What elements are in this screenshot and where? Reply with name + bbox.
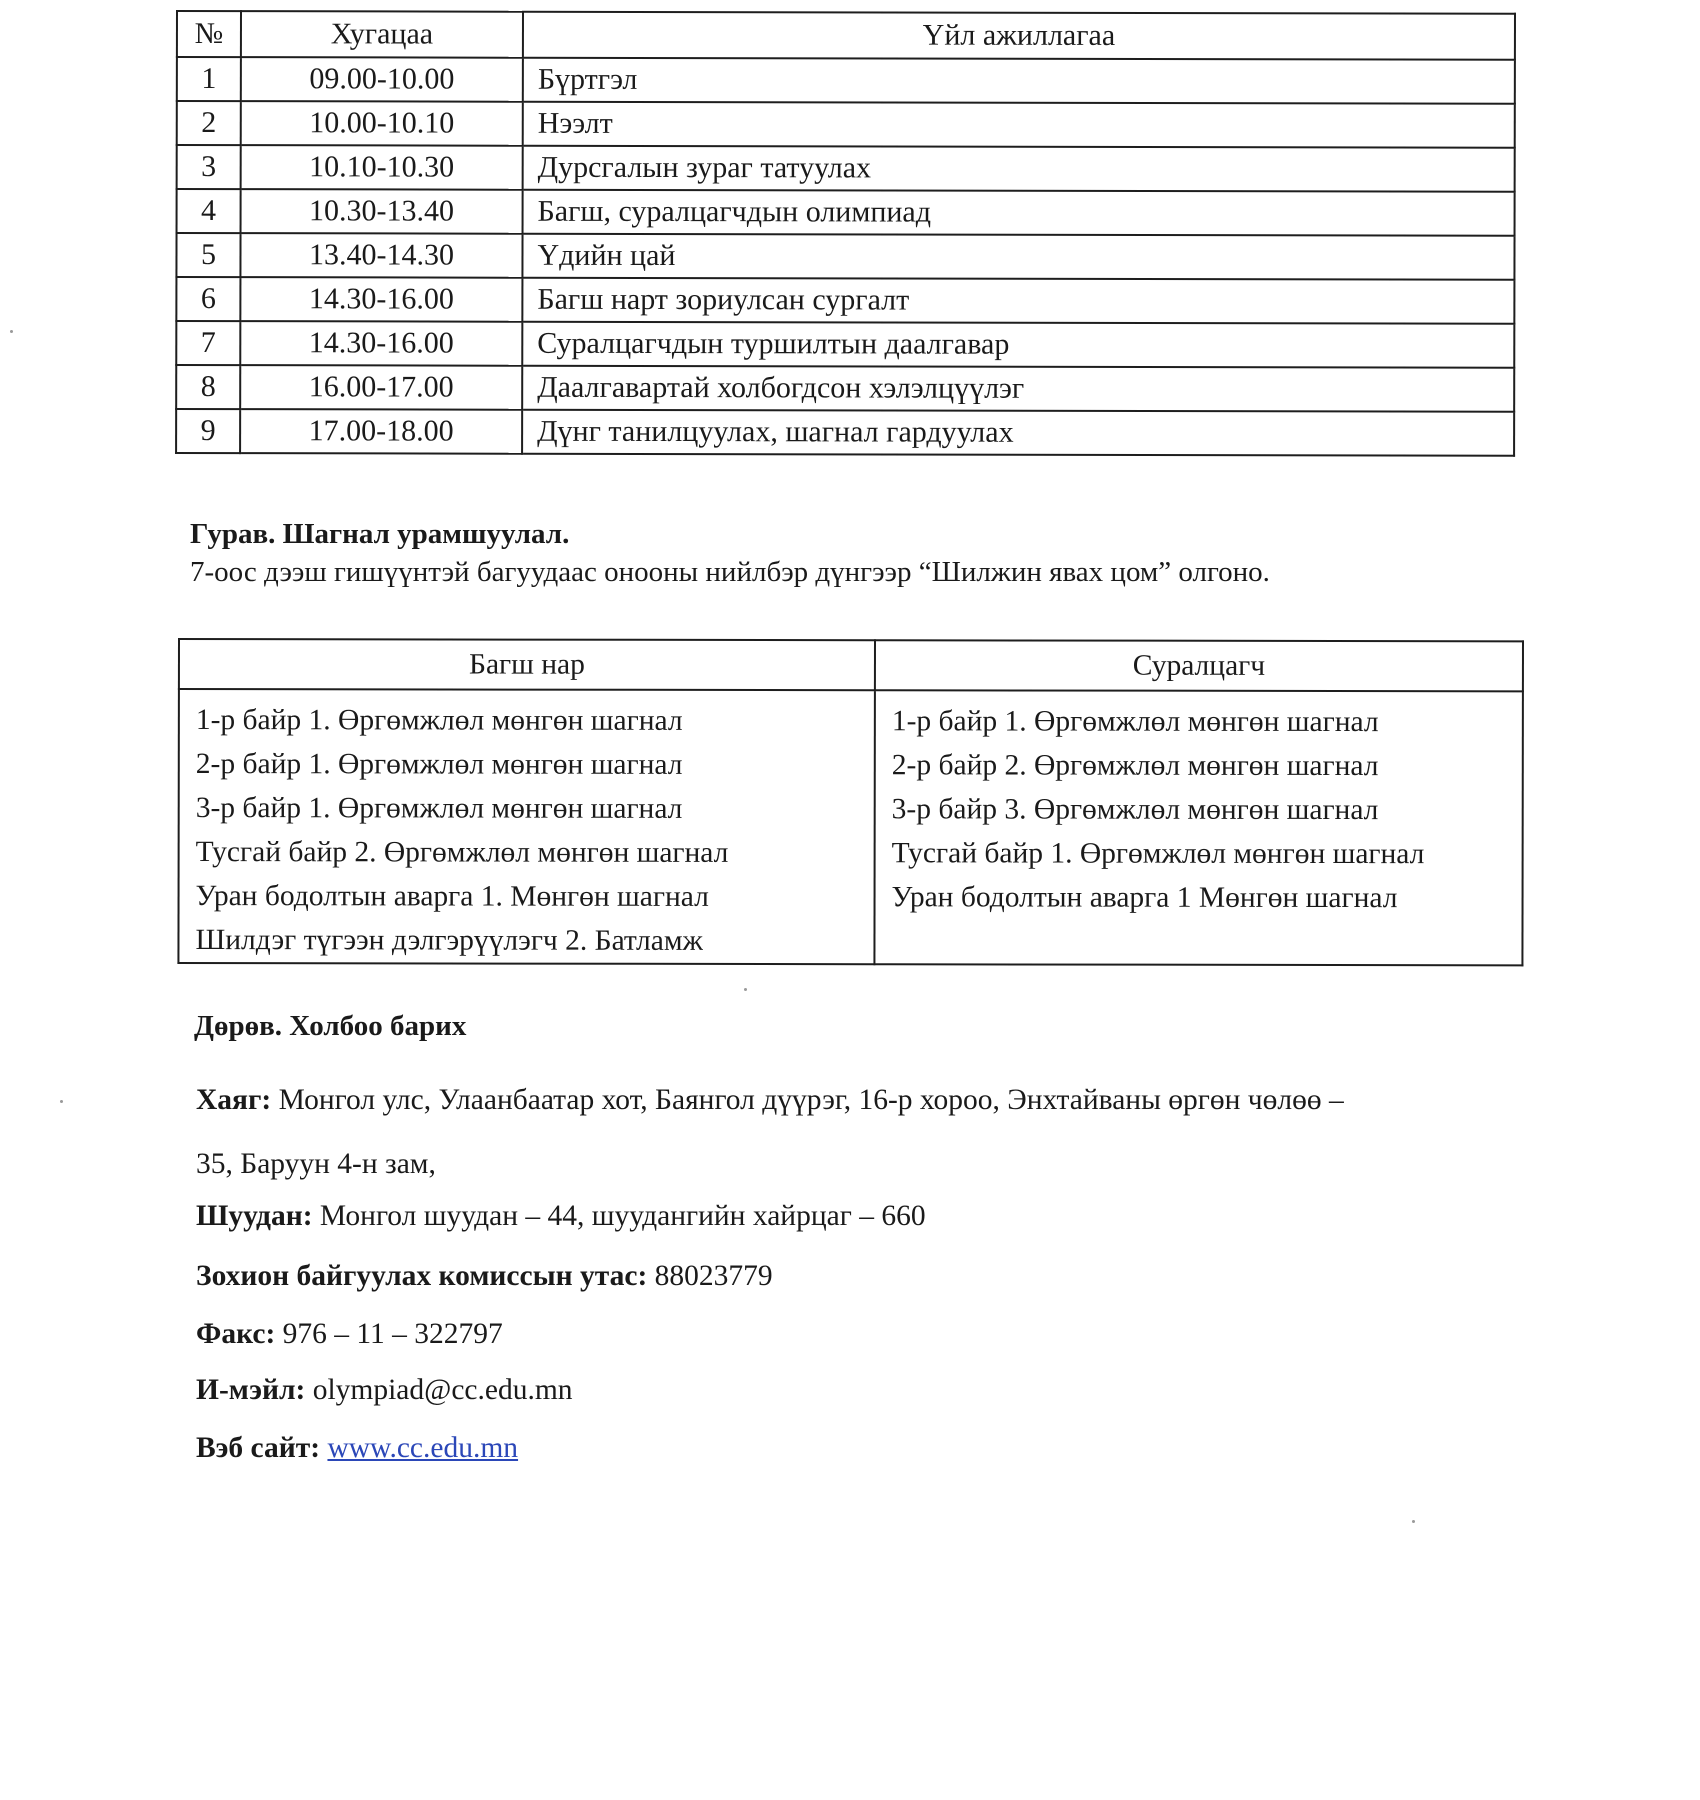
website-line	[196, 1432, 518, 1465]
award-item: Тусгай байр 2. Өргөмжлөл мөнгөн шагнал	[195, 836, 729, 869]
schedule-cell-activity: Дурсгалын зураг татуулах	[523, 146, 1515, 192]
teachers-award-list	[179, 690, 873, 963]
award-item: 1-р байр 1. Өргөмжлөл мөнгөн шагнал	[195, 704, 683, 737]
fax-label: Факс:	[196, 1318, 276, 1350]
mail-value: Монгол шуудан – 44, шуудангийн хайрцаг – 660	[312, 1200, 926, 1232]
schedule-cell-activity: Даалгавартай холбогдсон хэлэлцүүлэг	[522, 366, 1514, 412]
address-value-2: 35, Баруун 4-н зам,	[196, 1148, 436, 1180]
schedule-row	[176, 409, 1514, 456]
award-item: Уран бодолтын аварга 1. Мөнгөн шагнал	[195, 880, 709, 913]
scan-speck	[60, 1100, 63, 1103]
schedule-cell-activity: Багш, суралцагчдын олимпиад	[523, 190, 1515, 236]
schedule-body	[176, 57, 1515, 456]
award-item: 1-р байр 1. Өргөмжлөл мөнгөн шагнал	[891, 705, 1379, 739]
schedule-row	[177, 189, 1515, 236]
award-item: 2-р байр 2. Өргөмжлөл мөнгөн шагнал	[891, 749, 1379, 783]
schedule-cell-no: 7	[176, 321, 240, 365]
schedule-row	[176, 277, 1514, 324]
section-awards-heading: Гурав. Шагнал урамшуулал.	[190, 518, 570, 550]
email-line	[196, 1374, 573, 1407]
schedule-cell-activity: Нээлт	[523, 102, 1515, 148]
schedule-cell-no: 1	[177, 57, 241, 101]
scan-speck	[10, 330, 13, 333]
schedule-cell-no: 5	[176, 233, 240, 277]
address-value-1: Монгол улс, Улаанбаатар хот, Баянгол дүүрэг, 16-р хороо, Энхтайваны өргөн чөлөө –	[271, 1084, 1344, 1116]
schedule-cell-no: 2	[177, 101, 241, 145]
website-link[interactable]: www.cc.edu.mn	[327, 1432, 519, 1464]
award-item: Уран бодолтын аварга 1 Мөнгөн шагнал	[891, 881, 1398, 915]
schedule-cell-time: 10.10-10.30	[241, 145, 523, 190]
students-award-list	[876, 691, 1522, 920]
students-cell	[874, 690, 1522, 965]
email-label: И-мэйл:	[196, 1374, 306, 1406]
schedule-cell-activity: Бүртгэл	[523, 58, 1515, 104]
phone-line	[196, 1260, 773, 1293]
schedule-cell-time: 14.30-16.00	[240, 321, 522, 366]
fax-line	[196, 1318, 503, 1351]
schedule-cell-time: 14.30-16.00	[240, 277, 522, 322]
schedule-cell-no: 8	[176, 365, 240, 409]
section-contact-heading: Дөрөв. Холбоо барих	[194, 1010, 467, 1042]
award-item: Тусгай байр 1. Өргөмжлөл мөнгөн шагнал	[891, 837, 1425, 871]
schedule-row	[177, 145, 1515, 192]
fax-value: 976 – 11 – 322797	[275, 1318, 503, 1350]
col-header-activity: Үйл ажиллагаа	[523, 12, 1515, 60]
schedule-cell-time: 16.00-17.00	[240, 365, 522, 410]
col-header-time: Хугацаа	[241, 11, 523, 58]
schedule-cell-activity: Үдийн цай	[522, 234, 1514, 280]
phone-label: Зохион байгуулах комиссын утас:	[196, 1260, 648, 1292]
address-line-1	[196, 1084, 1344, 1117]
mail-label: Шуудан:	[196, 1200, 313, 1232]
award-item: 3-р байр 3. Өргөмжлөл мөнгөн шагнал	[891, 793, 1379, 827]
schedule-row	[176, 321, 1514, 368]
mail-line	[196, 1200, 926, 1233]
award-item: 3-р байр 1. Өргөмжлөл мөнгөн шагнал	[195, 792, 683, 825]
awards-header-row	[179, 639, 1523, 691]
phone-value: 88023779	[647, 1260, 773, 1292]
schedule-cell-activity: Дүнг танилцуулах, шагнал гардуулах	[522, 410, 1514, 456]
teachers-header: Багш нар	[179, 639, 875, 690]
schedule-row	[176, 233, 1514, 280]
website-label: Вэб сайт:	[196, 1432, 321, 1464]
awards-body-row	[178, 689, 1522, 965]
schedule-table	[175, 10, 1516, 457]
schedule-cell-no: 9	[176, 409, 240, 453]
schedule-cell-no: 6	[176, 277, 240, 321]
schedule-cell-time: 10.30-13.40	[241, 189, 523, 234]
schedule-cell-no: 3	[177, 145, 241, 189]
schedule-cell-time: 09.00-10.00	[241, 57, 523, 102]
teachers-cell	[178, 689, 874, 964]
schedule-cell-activity: Багш нарт зориулсан сургалт	[522, 278, 1514, 324]
scan-speck	[1412, 1520, 1415, 1523]
schedule-row	[177, 101, 1515, 148]
address-label: Хаяг:	[196, 1084, 272, 1116]
col-header-no: №	[177, 11, 241, 57]
award-item: Шилдэг түгээн дэлгэрүүлэгч 2. Батламж	[195, 924, 703, 957]
awards-table	[177, 638, 1524, 966]
students-header: Суралцагч	[875, 640, 1523, 691]
schedule-cell-time: 17.00-18.00	[240, 409, 522, 454]
schedule-cell-no: 4	[177, 189, 241, 233]
award-item: 2-р байр 1. Өргөмжлөл мөнгөн шагнал	[195, 748, 683, 781]
schedule-row	[177, 57, 1515, 104]
email-value: olympiad@cc.edu.mn	[305, 1374, 573, 1406]
scan-speck	[744, 988, 747, 991]
schedule-cell-time: 10.00-10.10	[241, 101, 523, 146]
address-line-2	[196, 1148, 436, 1181]
schedule-header-row	[177, 11, 1515, 60]
schedule-cell-activity: Суралцагчдын туршилтын даалгавар	[522, 322, 1514, 368]
schedule-cell-time: 13.40-14.30	[240, 233, 522, 278]
section-awards-text: 7-оос дээш гишүүнтэй багуудаас онооны нийлбэр дүнгээр “Шилжин явах цом” олгоно.	[190, 556, 1270, 588]
schedule-row	[176, 365, 1514, 412]
